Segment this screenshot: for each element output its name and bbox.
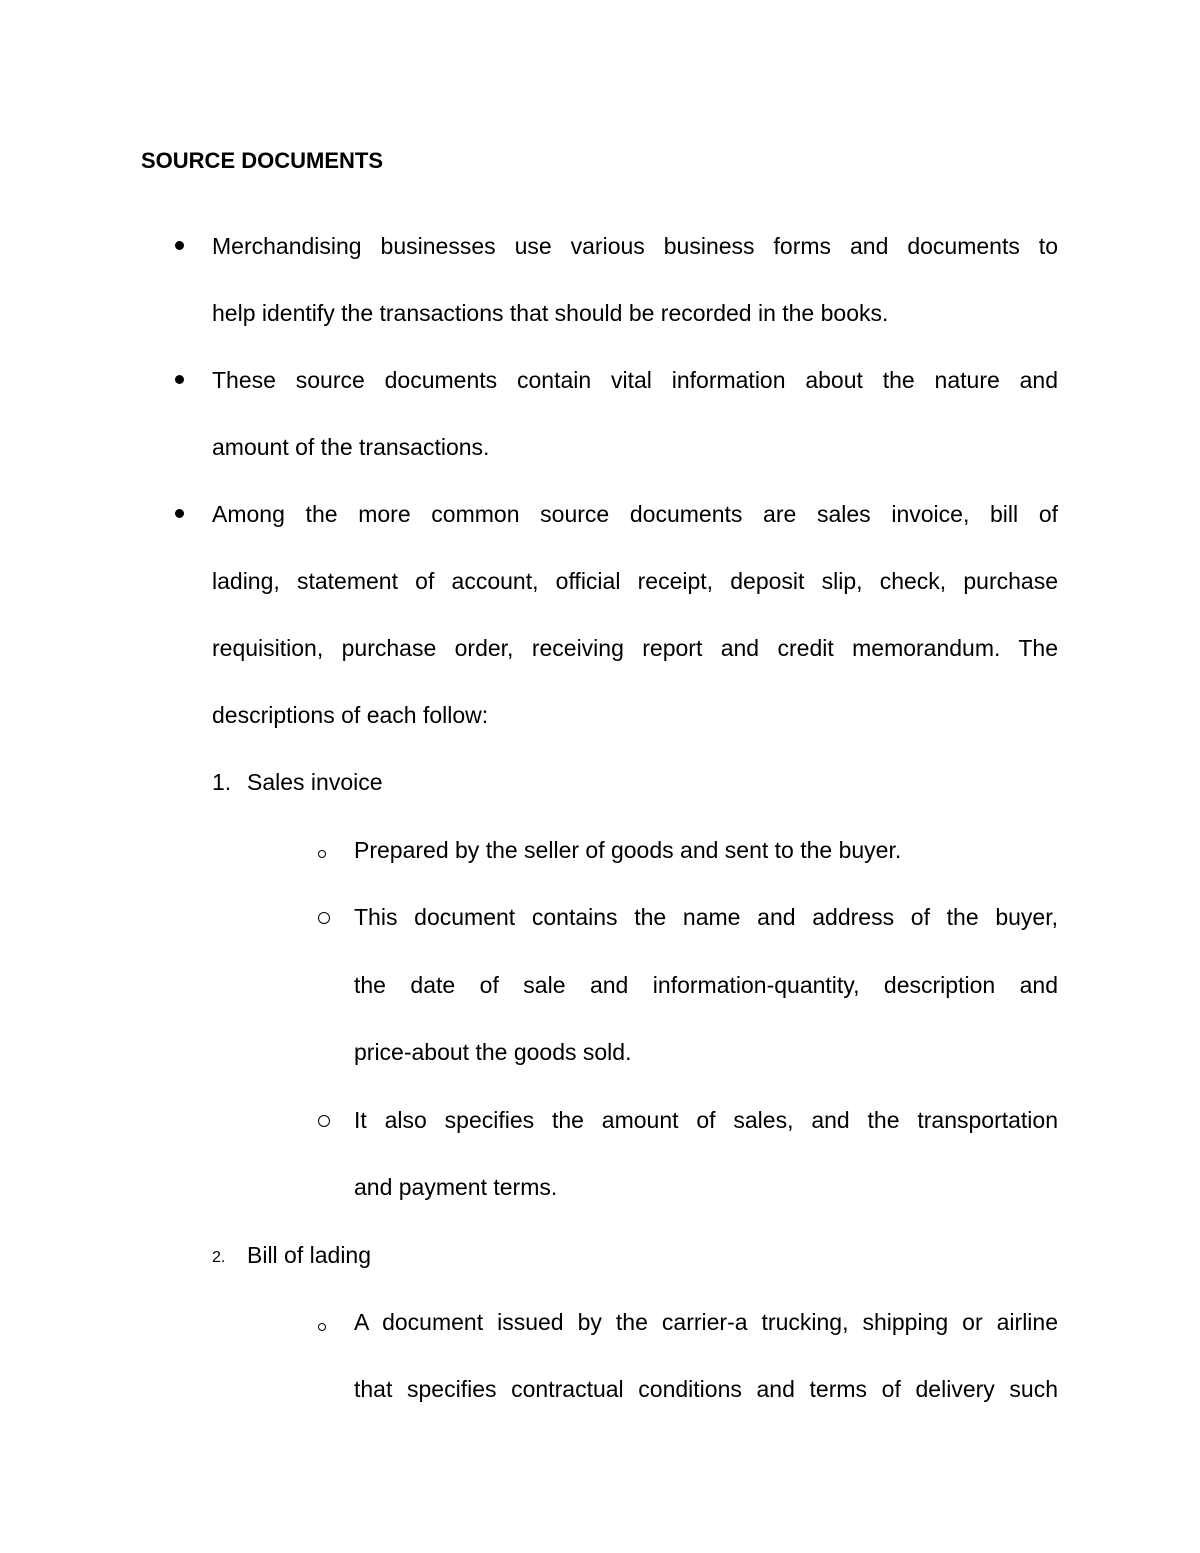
list-number: 2. bbox=[212, 1249, 226, 1266]
bullet-text-line: Among the more common source documents are sales invoice, bill of bbox=[212, 501, 1058, 527]
bullet-text-line: help identify the transactions that should be recorded in the books. bbox=[212, 300, 889, 326]
subpoint-text-line: that specifies contractual conditions and terms of delivery such bbox=[354, 1376, 1058, 1402]
bullet-text-line: Merchandising businesses use various business forms and documents to bbox=[212, 233, 1058, 259]
list-item-label: Sales invoice bbox=[247, 769, 383, 795]
bullet-text-line: descriptions of each follow: bbox=[212, 702, 489, 728]
subpoint-text-line: This document contains the name and address of the buyer, bbox=[354, 904, 1058, 930]
bullet-text-line: lading, statement of account, official receipt, deposit slip, check, purchase bbox=[212, 568, 1058, 594]
circle-bullet-icon bbox=[318, 1115, 330, 1127]
circle-bullet-icon bbox=[318, 912, 330, 924]
small-circle-bullet-icon bbox=[318, 1323, 326, 1331]
subpoint-text-line: It also specifies the amount of sales, and the transportation bbox=[354, 1107, 1058, 1133]
subpoint-text-line: Prepared by the seller of goods and sent to the buyer. bbox=[354, 837, 902, 863]
subpoint-text-line: and payment terms. bbox=[354, 1174, 558, 1200]
bullet-icon bbox=[175, 509, 184, 518]
list-number: 1. bbox=[212, 769, 232, 795]
subpoint-text-line: A document issued by the carrier-a trucking, shipping or airline bbox=[354, 1309, 1058, 1335]
bullet-icon bbox=[175, 375, 184, 384]
bullet-text-line: requisition, purchase order, receiving report and credit memorandum. The bbox=[212, 635, 1058, 661]
list-item-label: Bill of lading bbox=[247, 1242, 372, 1268]
bullet-text-line: amount of the transactions. bbox=[212, 434, 490, 460]
bullet-icon bbox=[175, 241, 184, 250]
subpoint-text-line: the date of sale and information-quantity, description and bbox=[354, 972, 1058, 998]
subpoint-text-line: price-about the goods sold. bbox=[354, 1039, 632, 1065]
page-title: SOURCE DOCUMENTS bbox=[141, 148, 384, 173]
bullet-text-line: These source documents contain vital information about the nature and bbox=[212, 367, 1058, 393]
small-circle-bullet-icon bbox=[318, 850, 326, 858]
